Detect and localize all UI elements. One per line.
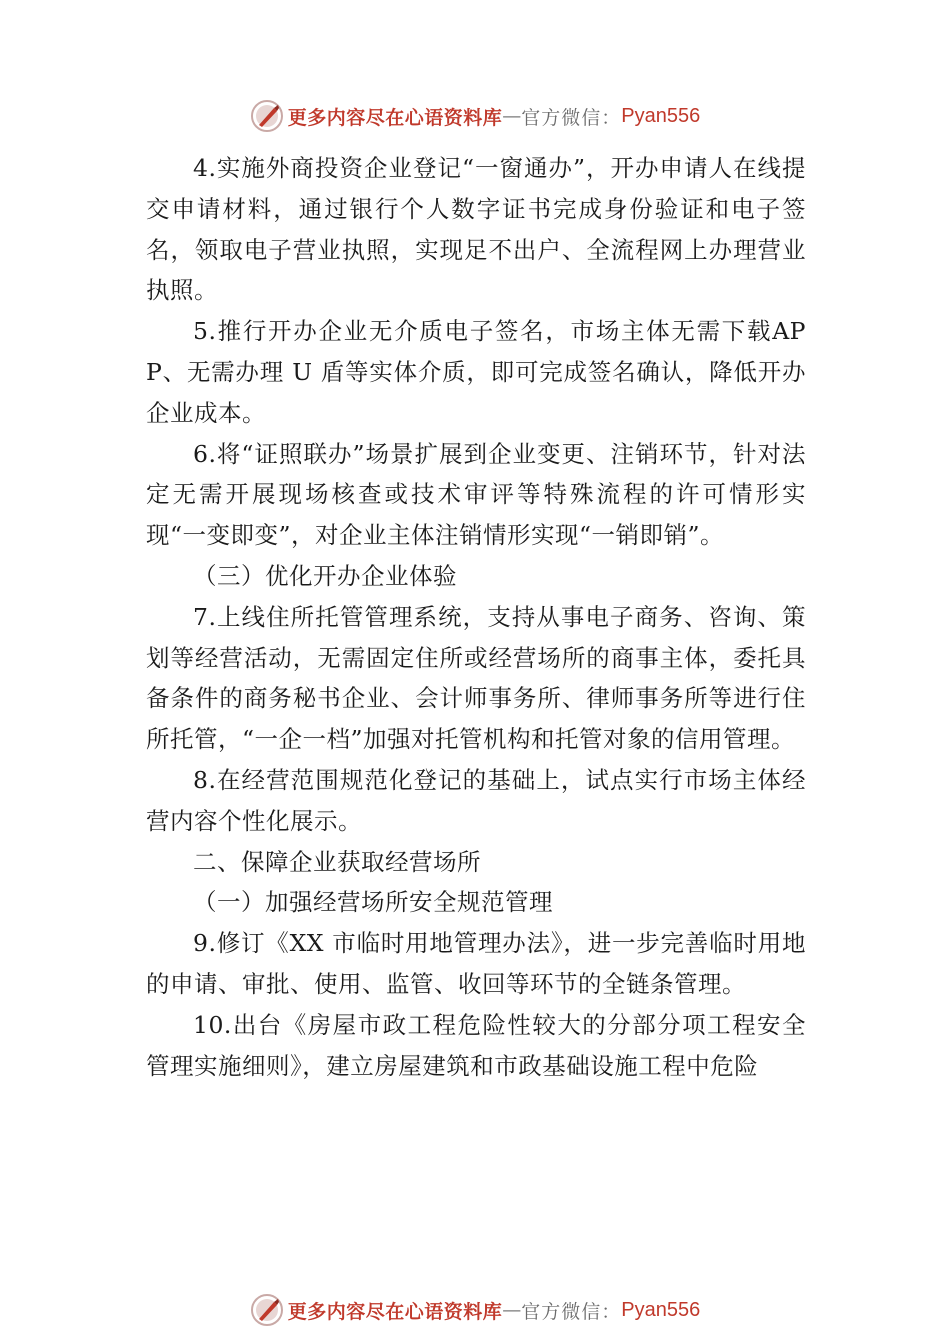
banner-separator: — — [502, 105, 522, 127]
banner-title: 更多内容尽在心语资料库 — [287, 106, 503, 129]
chapter-heading-business-premises: 二、保障企业获取经营场所 — [193, 847, 481, 876]
paragraph-item-7: 7.上线住所托管管理系统，支持从事电子商务、咨询、策划等经营活动，无需固定住所或经营场所的商事主体，委托具备条件的商务秘书企业、会计师事务所、律师事务所等进行住所托管，“一企一档”加强对托管机构和托管对象的信用管理。 — [146, 602, 806, 754]
paragraph-item-5: 5.推行开办企业无介质电子签名，市场主体无需下载APP、无需办理 U 盾等实体介质，即可完成签名确认，降低开办企业成本。 — [146, 317, 806, 427]
banner-wechat-label: 官方微信： — [521, 106, 622, 129]
paragraph-item-8: 8.在经营范围规范化登记的基础上，试点实行市场主体经营内容个性化展示。 — [146, 765, 806, 835]
paragraph-item-4: 4.实施外商投资企业登记“一窗通办”，开办申请人在线提交申请材料，通过银行个人数字证书完成身份验证和电子签名，领取电子营业执照，实现足不出户、全流程网上办理营业执照。 — [146, 154, 806, 305]
banner-wechat-label: 官方微信： — [521, 1300, 622, 1323]
paragraph-item-9: 9.修订《XX 市临时用地管理办法》，进一步完善临时用地的申请、审批、使用、监管、收回等环节的全链条管理。 — [146, 929, 806, 998]
footer-banner — [0, 1290, 950, 1330]
paragraph-item-6: 6.将“证照联办”场景扩展到企业变更、注销环节，针对法定无需开展现场核查或技术审评等特殊流程的许可情形实现“一变即变”，对企业主体注销情形实现“一销即销”。 — [146, 439, 806, 550]
feather-pen-logo-icon — [250, 99, 284, 133]
banner-separator: — — [502, 1299, 522, 1321]
paragraph-item-10: 10.出台《房屋市政工程危险性较大的分部分项工程安全管理实施细则》，建立房屋建筑和市政基础设施工程中危险 — [146, 1010, 806, 1080]
banner-wechat-account: Pyan556 — [621, 1298, 701, 1321]
feather-pen-logo-icon — [250, 1293, 284, 1327]
header-banner — [0, 96, 950, 136]
section-heading-premises-safety: （一）加强经营场所安全规范管理 — [193, 888, 553, 917]
banner-wechat-account: Pyan556 — [621, 104, 701, 127]
section-heading-optimize-experience: （三）优化开办企业体验 — [193, 561, 457, 590]
document-body — [146, 148, 806, 1086]
banner-title: 更多内容尽在心语资料库 — [287, 1300, 503, 1323]
